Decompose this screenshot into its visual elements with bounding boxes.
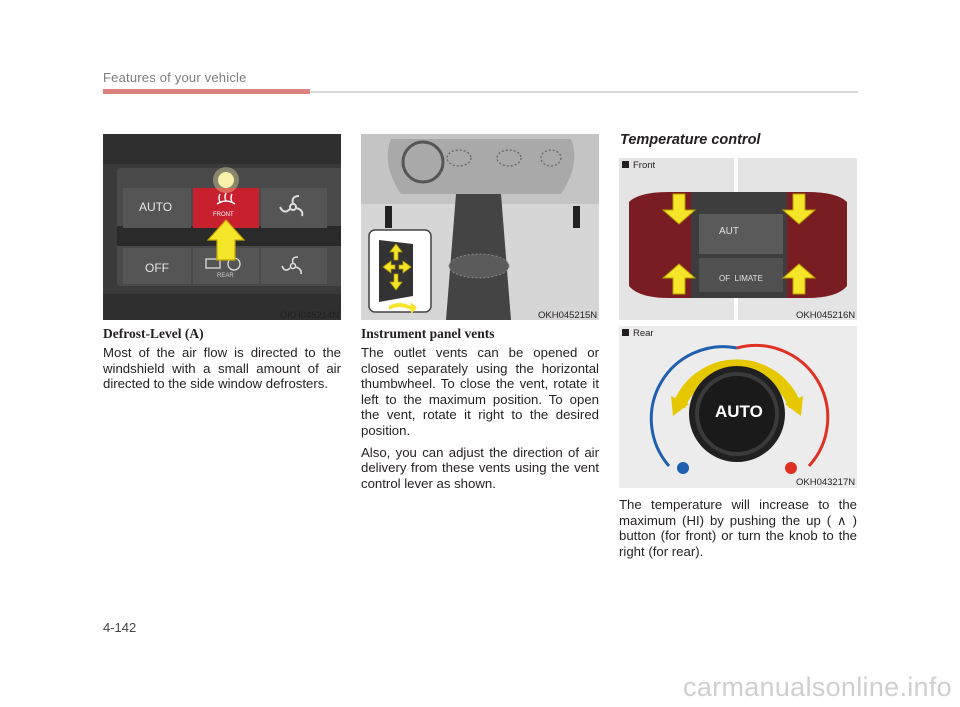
figure-code-defrost: OKH045214N bbox=[280, 310, 340, 321]
col2-heading: Instrument panel vents bbox=[361, 326, 495, 341]
rear-knob-auto-label: AUTO bbox=[715, 402, 763, 421]
sub-label-rear bbox=[622, 328, 654, 339]
figure-code-temp-rear: OKH043217N bbox=[796, 477, 856, 488]
col3-paragraph: The temperature will increase to the maximum (HI) by pushing the up ( ∧ ) button (for front) or turn the knob to the right (for rear). bbox=[619, 497, 857, 559]
figure-code-temp-front: OKH045216N bbox=[796, 310, 856, 321]
col2-paragraph-1: The outlet vents can be opened or closed separately using the horizontal thumbwheel. To close the vent, rotate it left to the maximum position. To open the vent, rotate it right to the desired position. bbox=[361, 345, 599, 438]
col1-heading: Defrost-Level (A) bbox=[103, 326, 204, 341]
cold-indicator-icon bbox=[677, 462, 689, 474]
col1-paragraph: Most of the air flow is directed to the windshield with a small amount of air directed to the side window defrosters. bbox=[103, 345, 341, 392]
col2-paragraph-2: Also, you can adjust the direction of air delivery from these vents using the vent control lever as shown. bbox=[361, 444, 599, 491]
front-temp-panel-illustration bbox=[619, 158, 857, 320]
dashboard-vents-illustration bbox=[361, 134, 599, 320]
hot-indicator-icon bbox=[785, 462, 797, 474]
temp-front-figure bbox=[619, 158, 857, 320]
page-number: 4-142 bbox=[103, 620, 137, 635]
section-title-temperature: Temperature control bbox=[620, 132, 761, 148]
instrument-vents-figure bbox=[361, 134, 599, 320]
temp-rear-figure bbox=[619, 326, 857, 488]
front-defrost-label: FRONT bbox=[213, 212, 234, 218]
col2-body bbox=[361, 345, 599, 497]
col3-body bbox=[619, 497, 857, 565]
auto-button-label: AUTO bbox=[139, 200, 173, 214]
watermark: carmanualsonline.info bbox=[683, 672, 952, 702]
rear-defrost-label: REAR bbox=[217, 273, 234, 279]
square-bullet-icon bbox=[622, 329, 629, 336]
sub-label-front-text: Front bbox=[633, 160, 656, 171]
header-rule bbox=[310, 91, 858, 93]
sub-label-rear-text: Rear bbox=[633, 328, 654, 339]
sub-label-front bbox=[622, 160, 655, 171]
front-auto-button-label: AUT bbox=[719, 226, 739, 237]
header-accent-bar bbox=[103, 89, 310, 94]
defrost-panel-figure bbox=[103, 134, 341, 320]
defrost-panel-illustration bbox=[103, 134, 341, 320]
off-button-label: OFF bbox=[145, 261, 169, 275]
col1-body bbox=[103, 345, 341, 398]
square-bullet-icon bbox=[622, 161, 629, 168]
front-climate-button-label: OF LIMATE bbox=[719, 274, 763, 283]
figure-code-vents: OKH045215N bbox=[538, 310, 598, 321]
section-header-title: Features of your vehicle bbox=[103, 70, 247, 85]
